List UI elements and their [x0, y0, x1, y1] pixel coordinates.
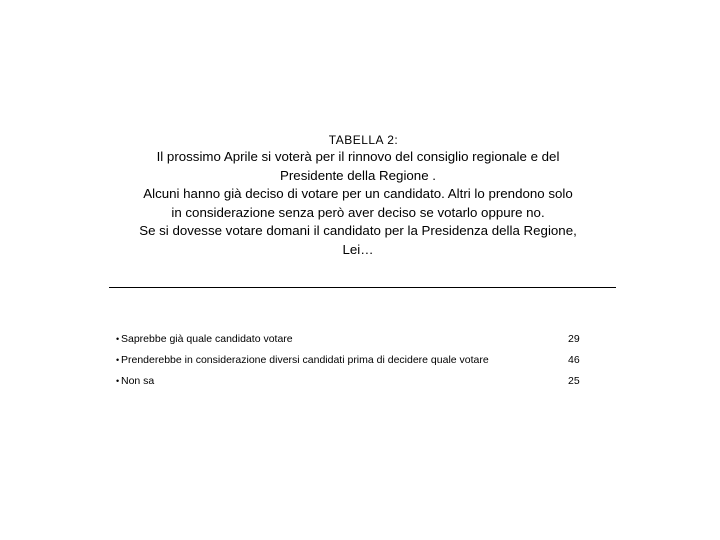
question-line: Il prossimo Aprile si voterà per il rinnovo del consiglio regionale e del	[156, 149, 560, 164]
question-line: Alcuni hanno già deciso di votare per un candidato. Altri lo prendono solo	[143, 186, 573, 202]
answer-value: 29	[568, 333, 580, 345]
question-line: Lei…	[342, 241, 374, 257]
answer-value: 46	[568, 354, 580, 366]
bullet-icon: •	[116, 355, 120, 365]
bullet-icon: •	[116, 334, 120, 344]
answer-label: Non sa	[121, 375, 155, 387]
table-label: TABELLA 2:	[328, 133, 399, 147]
answer-label: Saprebbe già quale candidato votare	[121, 333, 293, 345]
answer-label: Prenderebbe in considerazione diversi candidati prima di decidere quale votare	[121, 354, 489, 366]
question-line: Presidente della Regione .	[280, 167, 436, 183]
answer-table	[116, 332, 586, 395]
table-row	[116, 332, 586, 353]
bullet-icon: •	[116, 376, 120, 386]
table-row	[116, 374, 586, 395]
divider	[109, 287, 616, 288]
question-line: in considerazione senza però aver deciso se votarlo oppure no.	[171, 204, 545, 220]
question-text	[96, 148, 620, 260]
table-row	[116, 353, 586, 374]
answer-value: 25	[568, 375, 580, 387]
question-line: Se si dovesse votare domani il candidato per la Presidenza della Regione,	[139, 223, 577, 239]
